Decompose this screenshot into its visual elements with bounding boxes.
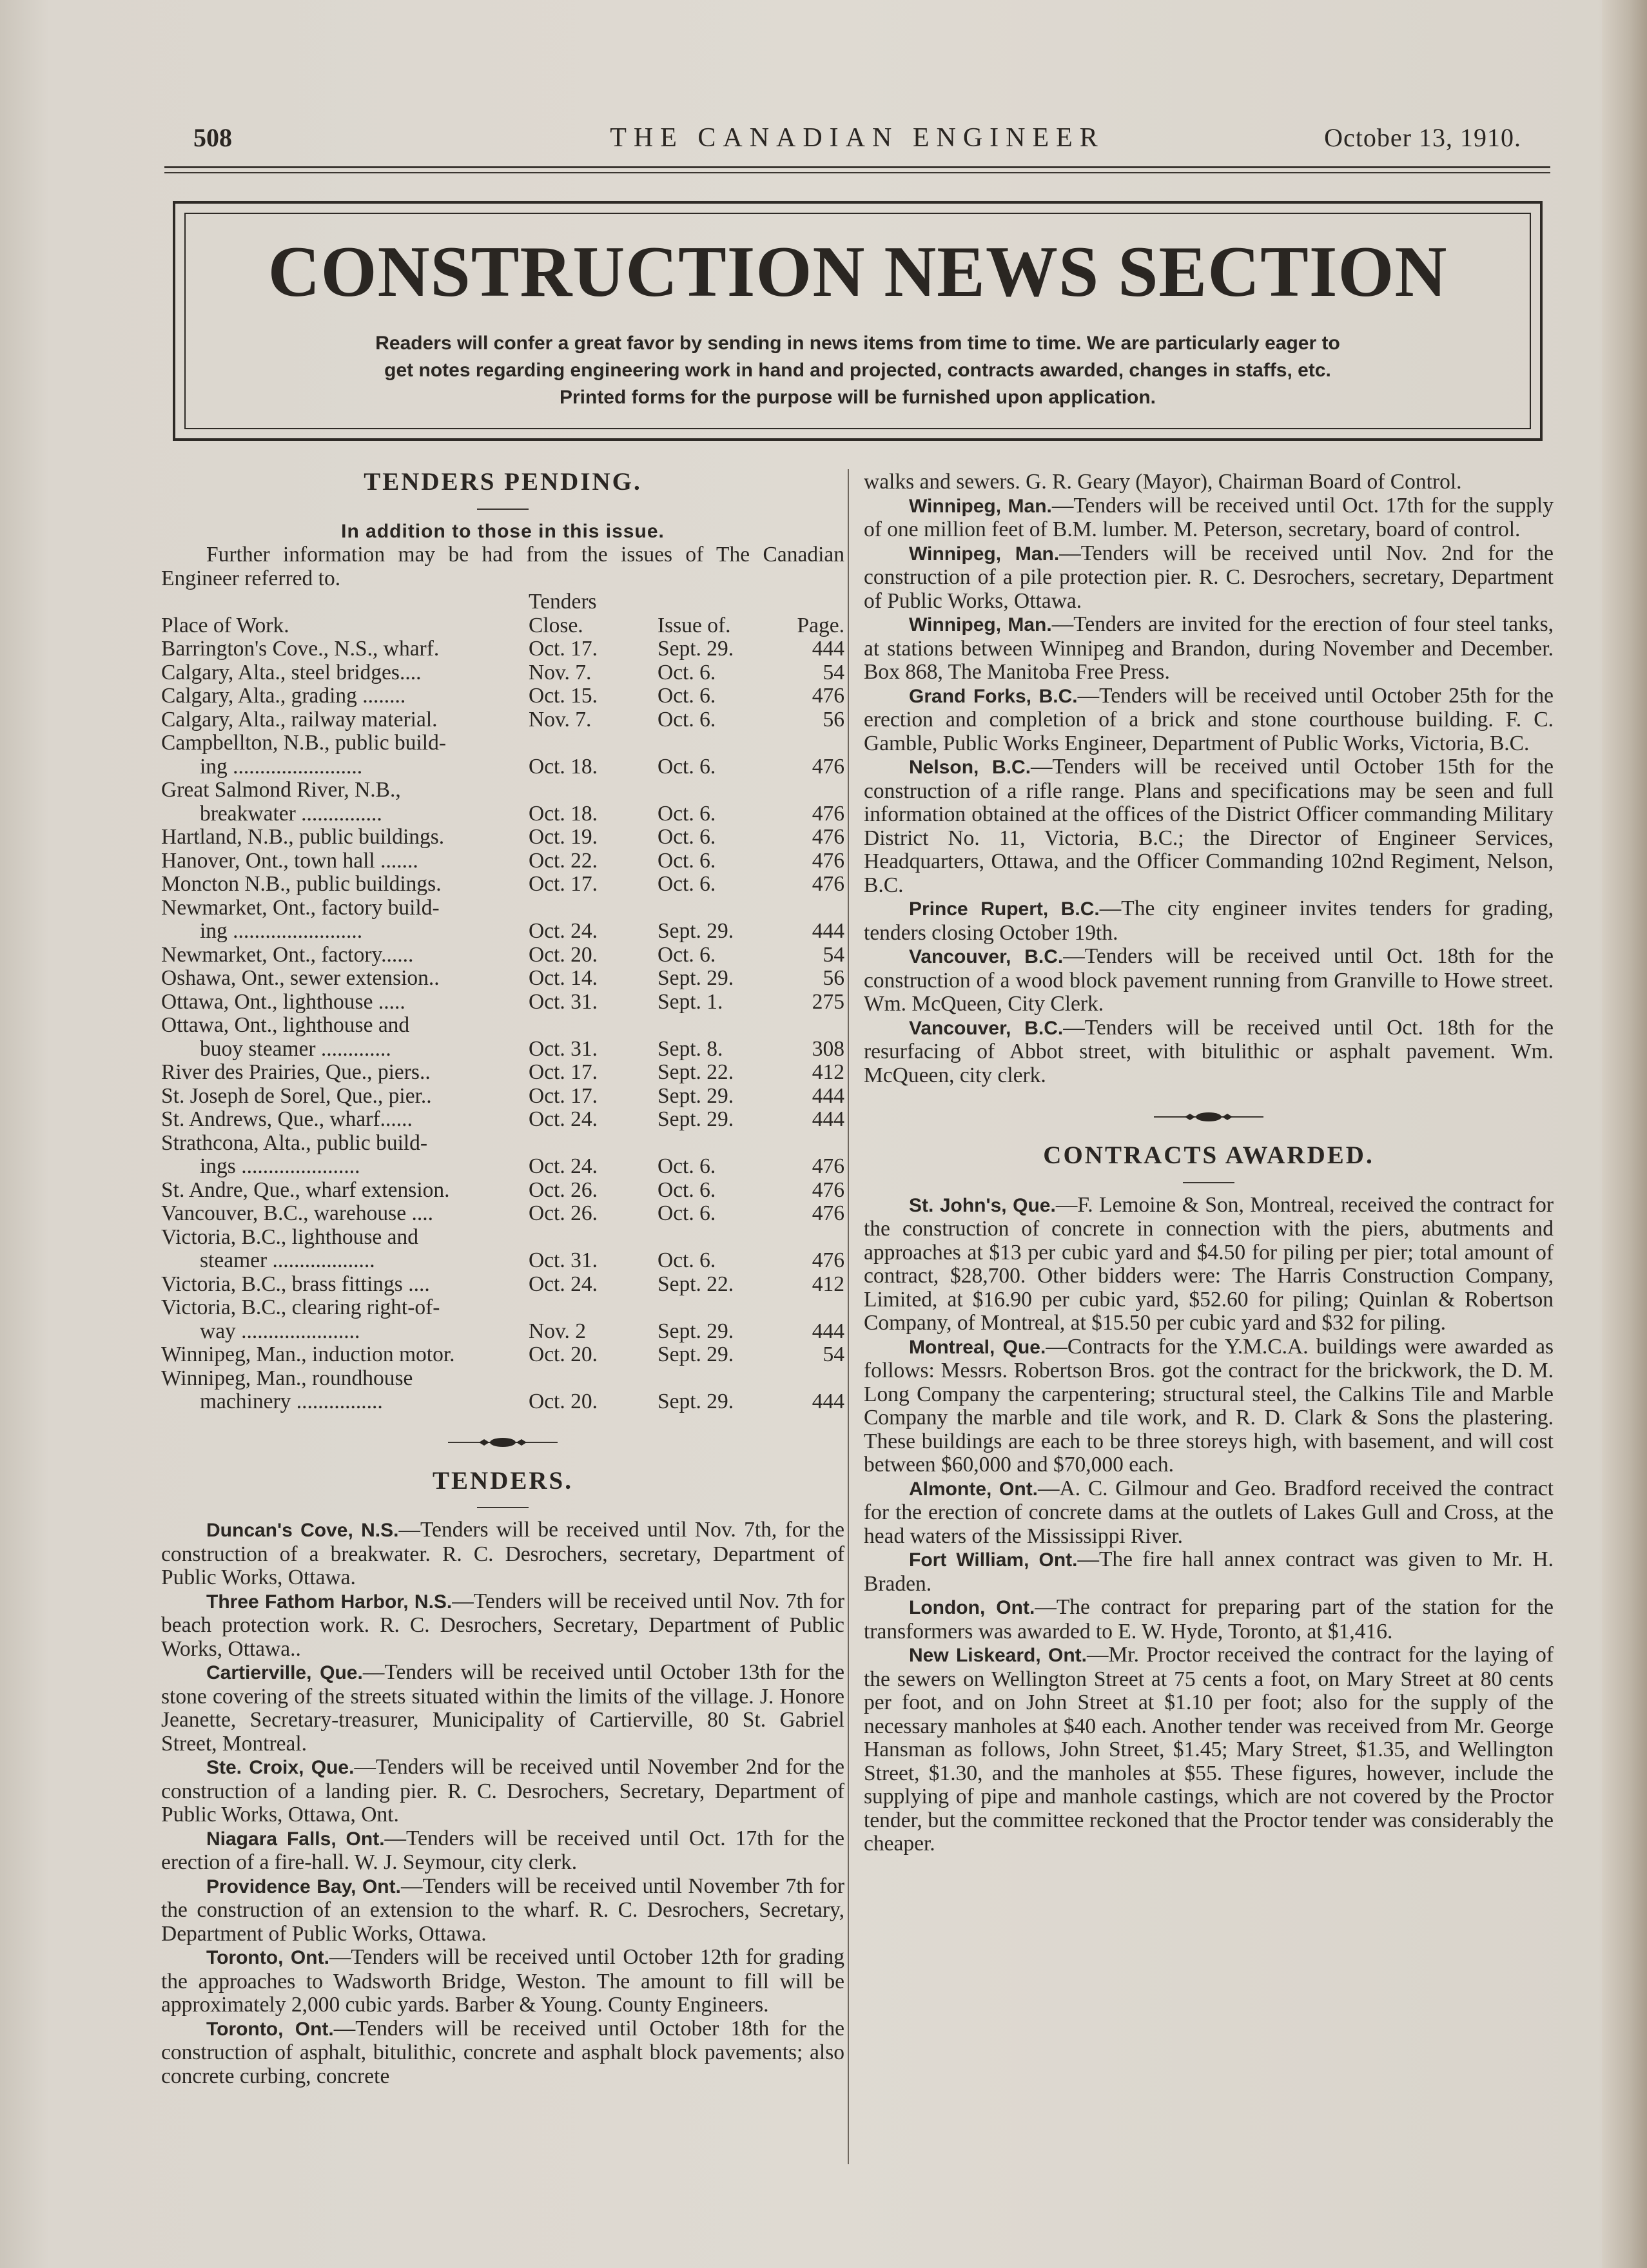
cell-issue	[658, 732, 774, 755]
cell-issue: Oct. 6.	[658, 1178, 716, 1202]
cell-issue: Sept. 8.	[658, 1036, 723, 1061]
table-row	[161, 1061, 844, 1085]
cell-place: Calgary, Alta., railway material.	[161, 707, 438, 732]
news-item-text: —A. C. Gilmour and Geo. Bradford received the contract for the erection of concrete dams at the outlets of Lakes Gull and Cross, at the head waters of the Mississippi River.	[864, 1476, 1554, 1548]
contracts-list	[864, 1194, 1554, 1856]
cell-close: Oct. 14.	[529, 966, 598, 990]
news-item-place: St. John's, Que.	[909, 1194, 1056, 1216]
news-item-place: Cartierville, Que.	[206, 1662, 363, 1683]
table-row	[161, 1320, 844, 1344]
column-divider	[848, 469, 849, 2164]
tenders-pending-intro: Further information may be had from the issues of The Canadian Engineer referred to.	[161, 543, 844, 590]
right-column	[864, 470, 1554, 1856]
cell-close: Oct. 17.	[529, 1083, 598, 1108]
cell-issue: Sept. 29.	[658, 637, 734, 661]
cell-place: St. Andre, Que., wharf extension.	[161, 1178, 450, 1202]
cell-close	[529, 1132, 658, 1156]
cell-close: Oct. 20.	[529, 1390, 598, 1413]
cell-issue	[658, 1296, 774, 1320]
cell-close	[529, 779, 658, 802]
cell-close: Oct. 15.	[529, 684, 598, 708]
tenders-pending-table	[161, 590, 844, 1414]
cell-close: Nov. 2	[529, 1319, 587, 1343]
news-item	[161, 1756, 844, 1827]
cell-close	[529, 1226, 658, 1250]
table-row	[161, 1296, 844, 1320]
cell-place: Calgary, Alta., steel bridges....	[161, 660, 422, 684]
tenders-pending-subheading: In addition to those in this issue.	[341, 520, 665, 542]
cell-page	[774, 897, 844, 920]
cell-close	[529, 1367, 658, 1391]
news-item-place: Winnipeg, Man.	[909, 495, 1052, 517]
cell-page: 444	[812, 1107, 844, 1131]
cell-page: 476	[812, 825, 844, 849]
page-number: 508	[193, 123, 232, 152]
heading-rule	[477, 509, 529, 510]
cell-close	[529, 1296, 658, 1320]
cell-issue: Sept. 29.	[658, 1319, 734, 1343]
cell-place: St. Andrews, Que., wharf......	[161, 1107, 413, 1131]
cell-place: Strathcona, Alta., public build-	[161, 1130, 428, 1155]
contracts-awarded-heading: CONTRACTS AWARDED.	[1043, 1141, 1374, 1169]
news-item-place: Winnipeg, Man.	[909, 543, 1060, 565]
news-item-text: —Tenders will be received until Oct. 17th for the supply of one million feet of B.M. lumber. M. Peterson, secretary, board of control.	[864, 493, 1554, 541]
banner-line: Printed forms for the purpose will be furnished upon application.	[559, 387, 1156, 408]
cell-page	[774, 1296, 844, 1320]
issue-date: October 13, 1910.	[1324, 123, 1521, 152]
news-item	[864, 1335, 1554, 1477]
tenders-pending-heading: TENDERS PENDING.	[364, 468, 642, 496]
banner-line: Readers will confer a great favor by sending in news items from time to time. We are particularly eager to	[375, 333, 1340, 354]
table-row	[161, 1179, 844, 1203]
cell-page: 54	[823, 660, 844, 684]
tenders-continued: walks and sewers. G. R. Geary (Mayor), Chairman Board of Control.	[864, 470, 1462, 494]
cell-close: Oct. 31.	[529, 1036, 598, 1061]
table-row	[161, 802, 844, 826]
news-item	[161, 1875, 844, 1946]
cell-place: St. Joseph de Sorel, Que., pier..	[161, 1083, 432, 1108]
cell-issue: Oct. 6.	[658, 1201, 716, 1225]
news-item-text: —Tenders will be received until Oct. 18th for the construction of a wood block pavement running from Granville to Howe street. Wm. McQueen, City Clerk.	[864, 944, 1554, 1016]
table-row	[161, 897, 844, 920]
cell-page: 476	[812, 872, 844, 896]
cell-close: Oct. 24.	[529, 1272, 598, 1296]
news-item-place: Niagara Falls, Ont.	[206, 1828, 385, 1850]
cell-issue: Oct. 6.	[658, 872, 716, 896]
table-row	[161, 1108, 844, 1132]
cell-close: Oct. 26.	[529, 1178, 598, 1202]
news-item-text: —Tenders will be received until October 15th for the construction of a rifle range. Plans and specifications may be seen and full information obtained at the offices of the District Officer commanding Military District No. 11, Victoria, B.C.; the Director of Engineer Services, Headquarters, Ottawa, and the Officer Commanding 102nd Regiment, Nelson, B.C.	[864, 755, 1554, 897]
table-row	[161, 661, 844, 685]
cell-issue: Oct. 6.	[658, 825, 716, 849]
cell-issue: Sept. 29.	[658, 919, 734, 943]
news-item-text: —The contract for preparing part of the station for the transformers was awarded to E. W. Hyde, Toronto, at $1,416.	[864, 1595, 1554, 1643]
news-item-place: Duncan's Cove, N.S.	[206, 1520, 399, 1541]
news-item-place: Providence Bay, Ont.	[206, 1875, 401, 1897]
cell-issue	[658, 779, 774, 802]
cell-issue: Oct. 6.	[658, 942, 716, 967]
cell-page: 54	[823, 942, 844, 967]
table-row	[161, 967, 844, 991]
news-item	[864, 613, 1554, 684]
news-item-text: —F. Lemoine & Son, Montreal, received the contract for the construction of concrete in connection with the piers, abutments and approaches at $13 per cubic yard and $4.50 for piling per pier; total amount of contract, $28,700. Other bidders were: The Harris Construction Company, Limited, at $16.90 per cubic yard, $52.60 for piling; Quinlan & Robertson Company, of Montreal, at $15.50 per cubic yard and $32 for piling.	[864, 1192, 1554, 1335]
table-row	[161, 920, 844, 944]
cell-issue	[658, 1014, 774, 1038]
cell-place: breakwater ...............	[200, 801, 382, 826]
cell-place: Victoria, B.C., clearing right-of-	[161, 1295, 440, 1319]
cell-page	[774, 779, 844, 802]
news-item-text: —The city engineer invites tenders for grading, tenders closing October 19th.	[864, 897, 1554, 945]
news-item-text: —Mr. Proctor received the contract for the laying of the sewers on Wellington Street at 75 cents a foot, on Mary Street at 80 cents per foot, and on John Street at $1.10 per foot; also for the supply of the necessary manholes at $40 each. Another tender was received from Mr. George Hansman as follows, John Street, $1.45; Mary Street, $1.35, and Wellington Street, $1.30, and the manholes at $55. These figures, however, include the supplying of pipe and manhole castings, which are not covered by the Proctor tender, but the committee reckoned that the Proctor tender was considerably the cheaper.	[864, 1643, 1554, 1856]
cell-place: steamer ...................	[200, 1248, 375, 1272]
news-item	[864, 1548, 1554, 1596]
table-row	[161, 1273, 844, 1297]
cell-page: 56	[823, 966, 844, 990]
cell-page: 476	[812, 684, 844, 708]
cell-close: Oct. 31.	[529, 1248, 598, 1272]
news-item	[864, 945, 1554, 1016]
news-item-place: Nelson, B.C.	[909, 757, 1031, 778]
cell-place: Calgary, Alta., grading ........	[161, 684, 406, 708]
table-row	[161, 1367, 844, 1391]
col-header-place: Place of Work.	[161, 613, 289, 637]
col-header-close: Close.	[529, 613, 583, 637]
cell-issue: Sept. 29.	[658, 966, 734, 990]
banner-line: get notes regarding engineering work in hand and projected, contracts awarded, changes in staffs, etc.	[384, 360, 1331, 381]
table-row	[161, 1014, 844, 1038]
cell-page: 56	[823, 707, 844, 732]
news-item-text: —Tenders will be received until Nov. 7th for beach protection work. R. C. Desrochers, Secretary, Department of Public Works, Ottawa..	[161, 1589, 844, 1661]
cell-place: Barrington's Cove., N.S., wharf.	[161, 637, 440, 661]
tenders-list-left	[161, 1518, 844, 2088]
table-row	[161, 849, 844, 873]
cell-place: Winnipeg, Man., induction motor.	[161, 1342, 455, 1366]
heading-rule	[477, 1507, 529, 1508]
cell-issue	[658, 897, 774, 920]
ornament-icon	[1154, 1110, 1263, 1123]
news-item-place: Vancouver, B.C.	[909, 946, 1064, 967]
news-item	[161, 1518, 844, 1590]
news-item-place: Three Fathom Harbor, N.S.	[206, 1591, 453, 1613]
news-item-text: —Tenders will be received until October 13th for the stone covering of the streets situated within the limits of the village. J. Honore Jeanette, Secretary-treasurer, Municipality of Cartierville, 80 St. Gabriel Street, Montreal.	[161, 1660, 844, 1756]
news-item-text: —Tenders will be received until October 12th for grading the approaches to Wadsworth Bridge, Weston. The amount to fill will be approximately 2,000 cubic yards. Barber & Young. County Engineers.	[161, 1945, 844, 2017]
cell-issue: Oct. 6.	[658, 801, 716, 826]
tenders-heading: TENDERS.	[433, 1466, 573, 1495]
news-item-text: —Tenders will be received until Oct. 17th for the erection of a fire-hall. W. J. Seymour, city clerk.	[161, 1826, 844, 1874]
news-item	[864, 494, 1554, 542]
cell-place: Oshawa, Ont., sewer extension..	[161, 966, 440, 990]
table-row	[161, 1132, 844, 1156]
cell-issue: Sept. 29.	[658, 1390, 734, 1413]
news-item	[864, 542, 1554, 614]
cell-issue: Oct. 6.	[658, 1154, 716, 1178]
cell-place: Victoria, B.C., brass fittings ....	[161, 1272, 430, 1296]
table-row	[161, 826, 844, 849]
cell-close: Oct. 20.	[529, 1342, 598, 1366]
tenders-list-right	[864, 494, 1554, 1088]
section-ornament	[161, 1430, 844, 1455]
table-row	[161, 1085, 844, 1109]
news-item-place: Prince Rupert, B.C.	[909, 898, 1100, 920]
cell-issue: Sept. 1.	[658, 989, 723, 1014]
news-item-text: —Tenders will be received until November 2nd for the construction of a landing pier. R. C. Desrochers, Secretary, Department of Public Works, Ottawa, Ont.	[161, 1755, 845, 1827]
cell-issue: Oct. 6.	[658, 1248, 716, 1272]
cell-issue: Sept. 29.	[658, 1107, 734, 1131]
table-row	[161, 637, 844, 661]
cell-close: Oct. 24.	[529, 1107, 598, 1131]
page-edge-shadow	[1602, 0, 1647, 2268]
cell-issue: Oct. 6.	[658, 660, 716, 684]
news-item-place: London, Ont.	[909, 1597, 1035, 1618]
news-item-text: —The fire hall annex contract was given to Mr. H. Braden.	[864, 1547, 1554, 1596]
cell-page: 444	[812, 1083, 844, 1108]
cell-close: Oct. 17.	[529, 872, 598, 896]
table-header-row	[161, 590, 844, 614]
cell-close: Oct. 18.	[529, 801, 598, 826]
cell-place: Victoria, B.C., lighthouse and	[161, 1225, 419, 1249]
cell-close	[529, 1014, 658, 1038]
cell-place: Ottawa, Ont., lighthouse .....	[161, 989, 405, 1014]
cell-close: Oct. 18.	[529, 754, 598, 779]
cell-page: 54	[823, 1342, 844, 1366]
news-item	[864, 684, 1554, 756]
news-item-text: —Contracts for the Y.M.C.A. buildings were awarded as follows: Messrs. Robertson Bros. got the contract for the brickwork, the D. M. Long Company the carpentering; structural steel, the Calkins Tile and Marble Company the marble and tile work, and R. D. Clark & Sons the plastering. These buildings are each to be three storeys high, with basement, and will cost between $60,000 and $70,000 each.	[864, 1334, 1554, 1477]
news-item-place: New Liskeard, Ont.	[909, 1645, 1087, 1666]
cell-issue	[658, 1367, 774, 1391]
cell-page: 308	[812, 1036, 844, 1061]
table-row	[161, 1343, 844, 1367]
cell-page: 444	[812, 1319, 844, 1343]
news-item	[864, 1016, 1554, 1088]
ornament-icon	[448, 1436, 558, 1449]
news-item	[161, 1827, 844, 1875]
cell-issue: Sept. 29.	[658, 1342, 734, 1366]
news-item-place: Winnipeg, Man.	[909, 614, 1052, 635]
news-item	[864, 897, 1554, 945]
news-item-text: —Tenders will be received until Nov. 2nd for the construction of a pile protection pier. R. C. Desrochers, secretary, Department of Public Works, Ottawa.	[864, 541, 1554, 613]
news-item	[864, 1477, 1554, 1549]
table-row	[161, 755, 844, 779]
cell-place: ing ........................	[200, 754, 363, 779]
cell-page: 444	[812, 919, 844, 943]
cell-issue	[658, 1132, 774, 1156]
cell-close: Oct. 19.	[529, 825, 598, 849]
header-rule	[164, 172, 1550, 173]
news-item-place: Ste. Croix, Que.	[206, 1757, 355, 1778]
cell-close: Oct. 31.	[529, 989, 598, 1014]
cell-issue: Sept. 22.	[658, 1272, 734, 1296]
table-row	[161, 732, 844, 755]
cell-place: ings ......................	[200, 1154, 360, 1178]
cell-place: Ottawa, Ont., lighthouse and	[161, 1013, 410, 1037]
cell-page: 476	[812, 1201, 844, 1225]
news-item	[161, 1946, 844, 2017]
table-row	[161, 708, 844, 732]
cell-place: Great Salmond River, N.B.,	[161, 778, 401, 802]
news-item	[864, 755, 1554, 897]
running-head	[193, 122, 1521, 161]
table-row	[161, 1249, 844, 1273]
table-row	[161, 684, 844, 708]
header-rule	[164, 166, 1550, 168]
cell-place: ing ........................	[200, 919, 363, 943]
cell-close	[529, 732, 658, 755]
heading-rule	[1183, 1182, 1234, 1183]
news-item	[161, 1661, 844, 1756]
cell-page: 476	[812, 801, 844, 826]
cell-issue: Sept. 22.	[658, 1060, 734, 1084]
news-item-place: Toronto, Ont.	[206, 1947, 329, 1968]
cell-page: 476	[812, 1154, 844, 1178]
cell-page	[774, 1014, 844, 1038]
table-row	[161, 1226, 844, 1250]
table-row	[161, 1038, 844, 1061]
col-header-page: Page.	[797, 613, 844, 637]
table-row	[161, 1202, 844, 1226]
cell-close: Oct. 26.	[529, 1201, 598, 1225]
cell-place: Newmarket, Ont., factory......	[161, 942, 414, 967]
cell-place: Vancouver, B.C., warehouse ....	[161, 1201, 433, 1225]
cell-close: Oct. 22.	[529, 848, 598, 873]
cell-page: 412	[812, 1272, 844, 1296]
banner-title: CONSTRUCTION NEWS SECTION	[268, 232, 1448, 312]
news-item	[161, 2017, 844, 2089]
cell-place: buoy steamer .............	[200, 1036, 391, 1061]
cell-page: 476	[812, 848, 844, 873]
news-item-text: —Tenders will be received until November 7th for the construction of an extension to the wharf. R. C. Desrochers, Secretary, Department of Public Works, Ottawa.	[161, 1874, 844, 1946]
cell-close: Oct. 20.	[529, 942, 598, 967]
cell-place: River des Prairies, Que., piers..	[161, 1060, 431, 1084]
news-item-place: Almonte, Ont.	[909, 1478, 1038, 1500]
cell-issue: Oct. 6.	[658, 707, 716, 732]
news-item	[161, 1590, 844, 1662]
table-row	[161, 991, 844, 1014]
cell-place: Hartland, N.B., public buildings.	[161, 825, 445, 849]
col-header-issue: Issue of.	[658, 613, 731, 637]
cell-page: 476	[812, 1178, 844, 1202]
news-item-place: Vancouver, B.C.	[909, 1017, 1064, 1039]
news-item-text: —Tenders will be received until Oct. 18th for the resurfacing of Abbot street, with bitulithic or asphalt pavement. Wm. McQueen, city clerk.	[864, 1015, 1554, 1087]
cell-page: 412	[812, 1060, 844, 1084]
news-item-text: —Tenders will be received until October 18th for the construction of asphalt, bitulithic, concrete and asphalt block pavements; also concrete curbing, concrete	[161, 2016, 844, 2088]
table-row	[161, 873, 844, 897]
cell-close: Oct. 24.	[529, 919, 598, 943]
news-item-text: —Tenders will be received until Nov. 7th, for the construction of a breakwater. R. C. Desrochers, secretary, Department of Public Works, Ottawa.	[161, 1518, 844, 1589]
news-item-text: —Tenders are invited for the erection of four steel tanks, at stations between Winnipeg and Brandon, during November and December. Box 868, The Manitoba Free Press.	[864, 612, 1554, 684]
cell-page: 444	[812, 637, 844, 661]
cell-place: Hanover, Ont., town hall .......	[161, 848, 418, 873]
table-row	[161, 944, 844, 967]
cell-page: 275	[812, 989, 844, 1014]
cell-page	[774, 732, 844, 755]
cell-issue: Oct. 6.	[658, 848, 716, 873]
cell-page: 476	[812, 754, 844, 779]
cell-close	[529, 897, 658, 920]
news-item-text: —Tenders will be received until October 25th for the erection and completion of a brick and stone courthouse building. F. C. Gamble, Public Works Engineer, Department of Public Works, Victoria, B.C.	[864, 683, 1554, 755]
news-item-place: Toronto, Ont.	[206, 2018, 334, 2040]
banner-notice	[214, 330, 1501, 411]
news-item	[864, 1643, 1554, 1856]
table-row	[161, 1155, 844, 1179]
journal-title: THE CANADIAN ENGINEER	[610, 123, 1105, 153]
cell-close: Nov. 7.	[529, 660, 592, 684]
col-header-tenders: Tenders	[529, 590, 597, 614]
news-item	[864, 1596, 1554, 1643]
cell-page	[774, 1226, 844, 1250]
cell-close: Oct. 24.	[529, 1154, 598, 1178]
cell-place: machinery ................	[200, 1390, 383, 1413]
cell-issue	[658, 1226, 774, 1250]
cell-page: 476	[812, 1248, 844, 1272]
news-item-place: Montreal, Que.	[909, 1336, 1046, 1358]
cell-page	[774, 1367, 844, 1391]
cell-close: Oct. 17.	[529, 637, 598, 661]
cell-close: Nov. 7.	[529, 707, 592, 732]
cell-issue: Oct. 6.	[658, 684, 716, 708]
cell-place: way ......................	[200, 1319, 360, 1343]
cell-place: Moncton N.B., public buildings.	[161, 872, 442, 896]
table-row	[161, 1390, 844, 1414]
news-item-place: Grand Forks, B.C.	[909, 685, 1078, 707]
cell-place: Campbellton, N.B., public build-	[161, 731, 446, 755]
news-item	[864, 1194, 1554, 1335]
table-row	[161, 779, 844, 802]
section-banner	[173, 201, 1543, 441]
news-item-place: Fort William, Ont.	[909, 1549, 1078, 1571]
cell-close: Oct. 17.	[529, 1060, 598, 1084]
cell-place: Newmarket, Ont., factory build-	[161, 895, 440, 920]
cell-issue: Sept. 29.	[658, 1083, 734, 1108]
cell-issue: Oct. 6.	[658, 754, 716, 779]
cell-page: 444	[812, 1390, 844, 1413]
section-ornament	[864, 1104, 1554, 1130]
cell-place: Winnipeg, Man., roundhouse	[161, 1366, 413, 1390]
table-header-row	[161, 614, 844, 638]
cell-page	[774, 1132, 844, 1156]
left-column	[161, 470, 844, 2088]
